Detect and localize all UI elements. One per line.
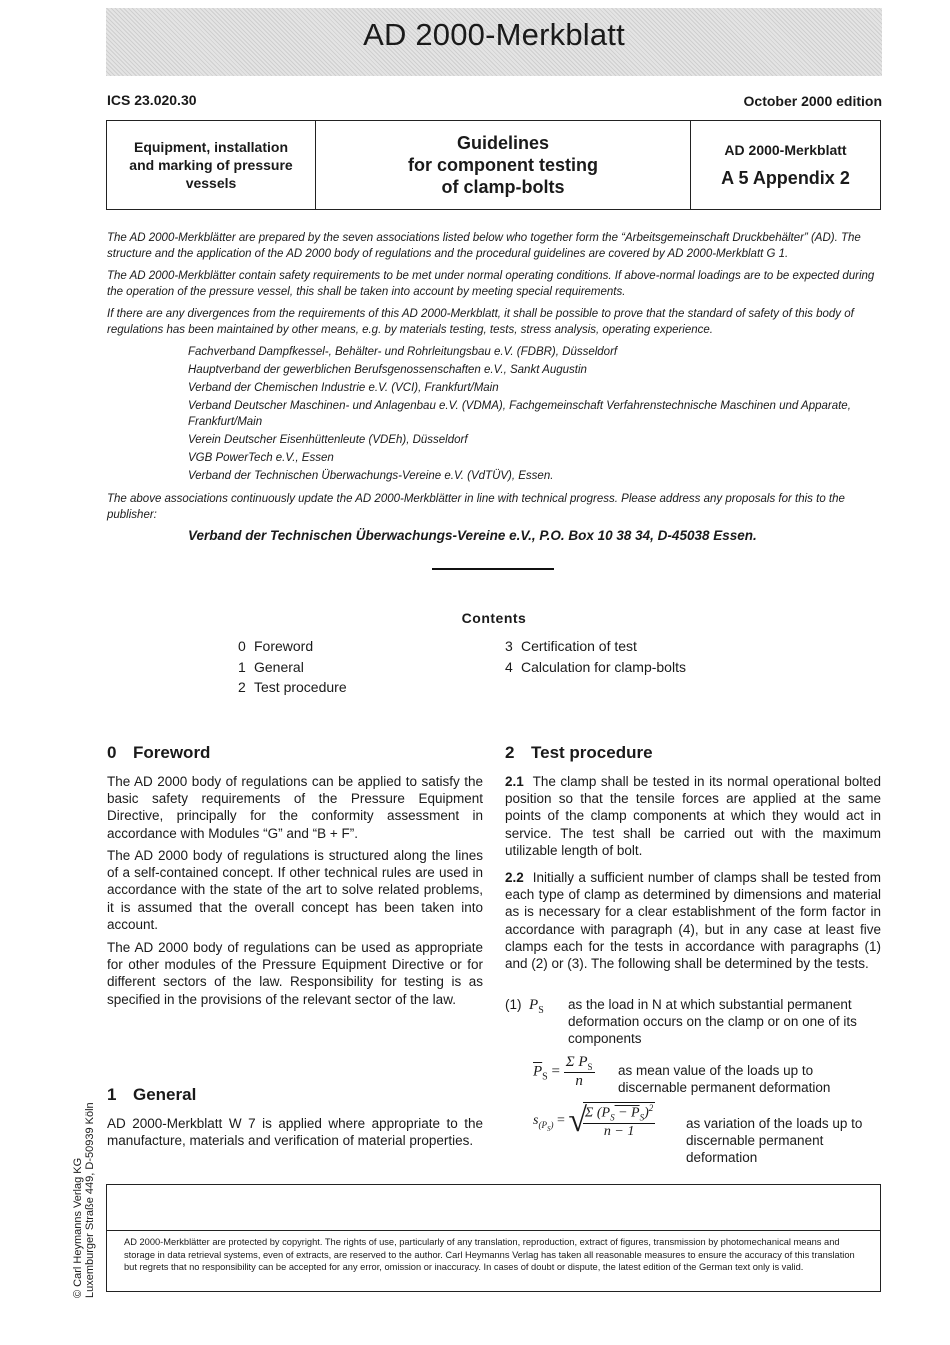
section-title: General: [133, 1085, 197, 1104]
title-band: [106, 8, 882, 76]
equation-mean: $\overline{P}_S$ = $\frac{\Sigma P_S}{n}$: [533, 1054, 593, 1089]
intro-paragraph: The above associations continuously update the AD 2000-Merkblätter in line with technical progress. Please address any proposals for this to the publisher:: [107, 493, 845, 521]
general-paragraph: AD 2000-Merkblatt W 7 is applied where appropriate to the manufacture, materials and verification of material properties.: [107, 1116, 483, 1149]
toc-right: [505, 636, 686, 677]
association-item: Fachverband Dampfkessel-, Behälter- und Rohrleitungsbau e.V. (FDBR), Düsseldorf: [188, 346, 618, 358]
association-item: Verband der Chemischen Industrie e.V. (VCI), Frankfurt/Main: [188, 382, 499, 394]
sidebar-line: © Carl Heymanns Verlag KG: [72, 1157, 84, 1298]
toc-label: Foreword: [254, 638, 314, 654]
header-category-cell: [107, 121, 316, 209]
section-number: 1: [107, 1085, 117, 1104]
merkblatt-code: A 5 Appendix 2: [721, 167, 850, 188]
contents-title: Contents: [461, 610, 527, 626]
sqrt-sign: √: [568, 1102, 588, 1139]
toc-item[interactable]: [238, 636, 347, 657]
header-code-cell: [691, 121, 880, 209]
publisher-sidebar: [72, 1102, 96, 1298]
title-line: for component testing: [408, 155, 598, 175]
title-line: Guidelines: [456, 133, 550, 153]
section-number: 0: [107, 743, 117, 762]
toc-label: Certification of test: [521, 638, 637, 654]
category-line: Equipment, installation: [133, 139, 288, 155]
intro-paragraph: If there are any divergences from the requirements of this AD 2000-Merkblatt, it shall be possible to prove that the standard of safety of this body of regulations has been maintained by other means, e.g. by materials testing, tests, stress analysis, operating experience.: [107, 308, 854, 336]
foreword-paragraph: The AD 2000 body of regulations is structured along the lines of a self-contained concept. If other technical rules are used in accordance with the state of the art to solve related problems, it is assumed that the overall concept has been taken into account.: [107, 848, 483, 932]
divider: [432, 568, 554, 570]
eq-symbol: $\overline{P}$: [533, 1063, 543, 1080]
clause-2-1: [505, 773, 881, 859]
intro-paragraph: The AD 2000-Merkblätter are prepared by the seven associations listed below who together form the “Arbeitsgemeinschaft Druckbehälter” (AD). The structure and the application of the AD 2000 body of regulations and the procedural guidelines are covered by AD 2000-Merkblatt G 1.: [107, 232, 861, 260]
toc-item[interactable]: [505, 636, 686, 657]
footer-divider: [106, 1230, 881, 1231]
eq-denominator: n − 1: [603, 1123, 635, 1139]
section-title: Foreword: [133, 743, 211, 762]
toc-num: 3: [505, 638, 513, 654]
toc-label: General: [254, 658, 304, 675]
eq-subscript: S: [587, 1062, 593, 1072]
fraction: $\frac{\Sigma (P_S - P_S)^2}{n - 1}$: [585, 1103, 654, 1139]
toc-item[interactable]: [238, 657, 347, 678]
merkblatt-label: AD 2000-Merkblatt: [724, 141, 847, 158]
category-line: and marking of pressure: [129, 157, 293, 173]
foreword-paragraph: The AD 2000 body of regulations can be applied to satisfy the basic safety requirements of the Pressure Equipment Directive, principally for the conformity assessment in accordance with Modules “G” and “B + F”.: [107, 774, 483, 841]
clause-2-2: [505, 869, 881, 972]
toc-left: [238, 636, 347, 698]
association-item: Verband Deutscher Maschinen- und Anlagenbau e.V. (VDMA), Fachgemeinschaft Verfahrenstechnische Maschinen und Apparate, Frankfurt/Main: [188, 400, 851, 428]
item-1-label: [505, 996, 565, 1019]
toc-item[interactable]: [505, 657, 686, 678]
toc-num: 1: [238, 658, 246, 675]
association-item: Verein Deutscher Eisenhüttenleute (VDEh), Düsseldorf: [188, 434, 468, 446]
document-title: AD 2000-Merkblatt: [363, 17, 625, 52]
clause-number: 2.2: [505, 870, 524, 885]
association-item: VGB PowerTech e.V., Essen: [188, 452, 334, 464]
toc-num: 4: [505, 658, 513, 675]
eq-denominator: n: [575, 1073, 583, 1089]
header-table: [106, 120, 881, 210]
publisher-address: Verband der Technischen Überwachungs-Vereine e.V., P.O. Box 10 38 34, D-45038 Essen.: [188, 528, 757, 543]
equation-variation-text: as variation of the loads up to discernable permanent deformation: [686, 1116, 863, 1166]
section-heading-test-procedure: [505, 743, 653, 763]
ics-code: ICS 23.020.30: [107, 92, 197, 108]
fraction: [564, 1054, 595, 1090]
category-line: vessels: [185, 175, 237, 191]
foreword-paragraph: The AD 2000 body of regulations can be used as appropriate for other modules of the Pressure Equipment Directive or for different sectors of the law. Responsibility for testing is as specified in the provisions of the relevant sector of the law.: [107, 940, 483, 1007]
clause-text: Initially a sufficient number of clamps shall be tested from each type of clamp as determined by dimensions and material as is necessary for a clear establishment of the form factor in accordance with paragraph (4), but in any case at least five clamps each for the tests in accordance with paragraphs (1) and (2) or (3). The following shall be determined by the tests.: [505, 870, 881, 972]
toc-num: 2: [238, 679, 246, 695]
eq-numerator: Σ P: [565, 1054, 588, 1070]
item-1-text: as the load in N at which substantial permanent deformation occurs on the clamp or on one of its components: [568, 997, 857, 1047]
header-title-cell: [316, 121, 691, 209]
section-number: 2: [505, 743, 515, 762]
toc-label: Test procedure: [254, 679, 347, 695]
section-heading-general: [107, 1085, 196, 1105]
equation-variation: $s_{(P_S)}$ = √ $\frac{\Sigma (P_S - P_S)^2}{n - 1}$: [533, 1102, 654, 1139]
sidebar-line: Luxemburger Straße 449, D-50939 Köln: [84, 1102, 96, 1298]
association-item: Hauptverband der gewerblichen Berufsgenossenschaften e.V., Sankt Augustin: [188, 364, 587, 376]
symbol: $P_S$: [529, 997, 544, 1016]
item-number: (1): [505, 997, 522, 1012]
title-line: of clamp-bolts: [441, 177, 565, 197]
association-item: Verband der Technischen Überwachungs-Vereine e.V. (VdTÜV), Essen.: [188, 470, 554, 482]
toc-label: Calculation for clamp-bolts: [521, 658, 686, 675]
eq-symbol: s: [533, 1113, 539, 1129]
section-title: Test procedure: [531, 743, 653, 762]
toc-num: 0: [238, 638, 246, 654]
clause-number: 2.1: [505, 774, 524, 789]
section-heading-foreword: [107, 743, 210, 763]
copyright-notice: AD 2000-Merkblätter are protected by copyright. The rights of use, particularly of any translation, reproduction, extract of figures, transmission by photomechanical means and storage in data retrieval systems, even of extracts, are reserved to the author. Carl Heymanns Verlag has taken all reasonable measures to ensure the accuracy of this translation but regrets that no responsibility can be accepted for any error, omission or inaccuracy. In cases of doubt or dispute, the latest edition of the German text only is valid.: [124, 1237, 855, 1272]
intro-paragraph: The AD 2000-Merkblätter contain safety requirements to be met under normal operating conditions. If above-normal loadings are to be expected during the operation of the pressure vessel, this shall be taken into account by meeting special requirements.: [107, 270, 875, 298]
clause-text: The clamp shall be tested in its normal operational bolted position so that the tensile forces are applied at the same points of the clamp components at which they would act in service. The test shall be carried out with the maximum utilizable length of bolt.: [505, 774, 881, 858]
eq-subscript: S: [542, 1071, 548, 1083]
equation-mean-text: as mean value of the loads up to discernable permanent deformation: [618, 1063, 831, 1096]
toc-item[interactable]: [238, 677, 347, 698]
edition-date: October 2000 edition: [743, 93, 882, 109]
